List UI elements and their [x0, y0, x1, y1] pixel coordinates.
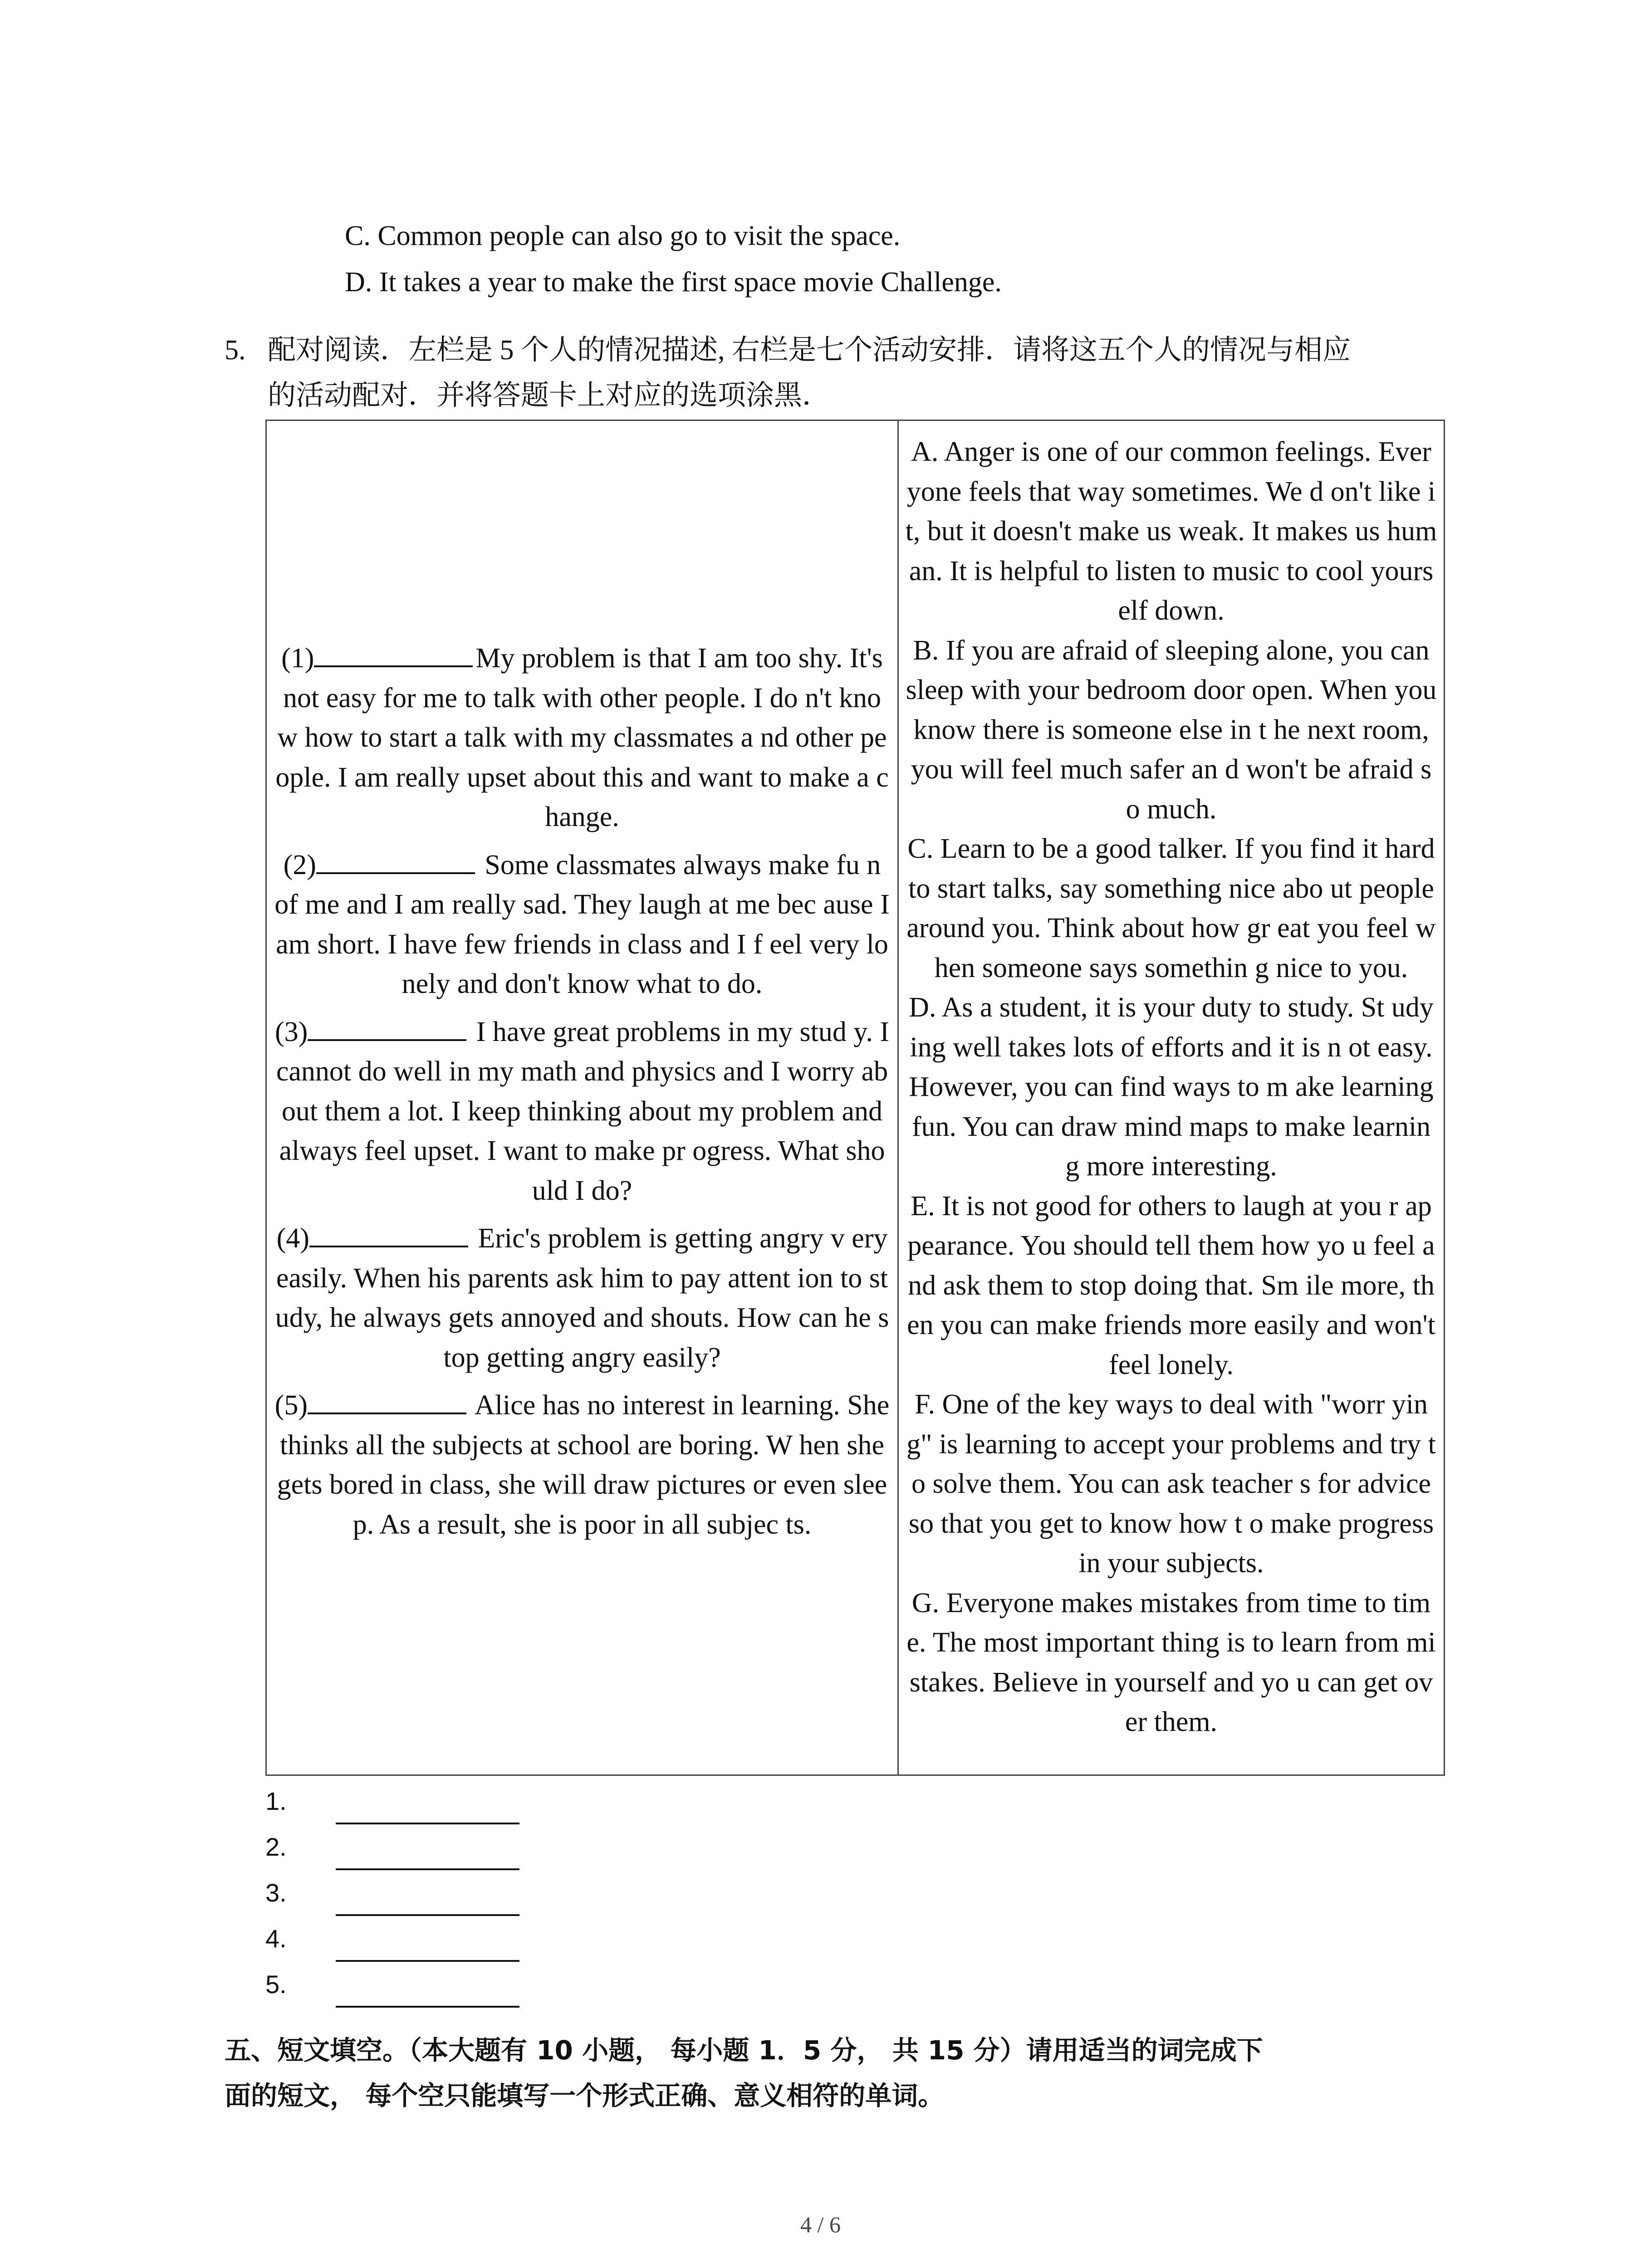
answer-line[interactable] — [336, 1823, 519, 1824]
item-number: (4) — [276, 1223, 309, 1254]
answer-number: 3. — [265, 1878, 287, 1907]
answer-blank[interactable] — [308, 1389, 466, 1414]
person-description-1 — [273, 639, 891, 837]
advice-d: D. As a student, it is your duty to study. St udying well takes lots of efforts and it is n ot easy. However, you can find ways to m ake learning fun. You can draw mind maps to make learning more interesting. — [909, 992, 1434, 1182]
answer-blank[interactable] — [309, 1222, 468, 1247]
item-number: (1) — [281, 643, 314, 674]
section-5-heading — [225, 2028, 1450, 2118]
item-number: (3) — [274, 1016, 308, 1047]
answer-number: 1. — [265, 1787, 287, 1815]
advice-c: C. Learn to be a good talker. If you find it hard to start talks, say something nice abo ut people around you. Think about how gr eat you feel when someone says somethin g nice to you. — [906, 833, 1436, 983]
item-number: (5) — [274, 1390, 308, 1421]
description-text: Eric's problem is getting angry v ery easily. When his parents ask him to pay attent ion to study, he always gets annoyed and shouts. How can he stop getting angry easily? — [275, 1223, 889, 1373]
description-text: I have great problems in my stud y. I cannot do well in my math and physics and I worry about them a lot. I keep thinking about my problem and always feel upset. I want to make pr ogress. What should I do? — [276, 1016, 890, 1206]
question-number: 5. — [225, 335, 246, 366]
answer-line[interactable] — [336, 1914, 519, 1916]
answer-blank[interactable] — [316, 849, 475, 874]
section-heading-line-1: 五、短文填空。（本大题有 10 小题， 每小题 1．5 分， 共 15 分）请用适当的词完成下 — [225, 2035, 1263, 2066]
person-description-5 — [273, 1386, 891, 1545]
left-column-descriptions — [267, 421, 899, 1774]
matching-table — [265, 420, 1445, 1776]
answer-number: 4. — [265, 1924, 287, 1953]
answer-line[interactable] — [336, 2006, 519, 2008]
advice-g: G. Everyone makes mistakes from time to time. The most important thing is to learn from mistakes. Believe in yourself and yo u can get over them. — [906, 1587, 1436, 1737]
answer-line[interactable] — [336, 1960, 519, 1962]
item-number: (2) — [283, 849, 316, 880]
option-c: C. Common people can also go to visit the space. — [345, 220, 901, 251]
question-instruction-line-2: 的活动配对．并将答题卡上对应的选项涂黑． — [268, 380, 831, 411]
answer-number: 5. — [265, 1970, 287, 1999]
answer-number: 2. — [265, 1833, 287, 1861]
answer-blank[interactable] — [314, 642, 473, 667]
question-instruction-line-1: 配对阅读．左栏是 5 个人的情况描述, 右栏是七个活动安排．请将这五个人的情况与相应 — [268, 335, 1351, 366]
advice-f: F. One of the key ways to deal with "worr ying" is learning to accept your problems and try to solve them. You can ask teacher s for advice so that you get to know how t o make progress in your subjects. — [906, 1389, 1436, 1579]
section-heading-line-2: 面的短文， 每个空只能填写一个形式正确、意义相符的单词。 — [225, 2080, 945, 2111]
person-description-3 — [273, 1012, 891, 1211]
answer-blank[interactable] — [308, 1016, 466, 1041]
description-text: My problem is that I am too shy. It's not easy for me to talk with other people. I do n't know how to start a talk with my classmates a nd other people. I am really upset about this and want to make a change. — [275, 643, 889, 832]
person-description-4 — [273, 1219, 891, 1378]
advice-e: E. It is not good for others to laugh at you r appearance. You should tell them how yo u feel and ask them to stop doing that. Sm ile more, then you can make friends more easily and won't feel lonely. — [907, 1190, 1435, 1380]
question-5 — [225, 327, 1450, 418]
option-d: D. It takes a year to make the first space movie Challenge. — [345, 267, 1002, 298]
person-description-2 — [273, 846, 891, 1004]
advice-b: B. If you are afraid of sleeping alone, you can sleep with your bedroom door open. When you know there is someone else in t he next room, you will feel much safer an d won't be afraid so much. — [906, 635, 1437, 825]
description-text: Alice has no interest in learning. She thinks all the subjects at school are boring. W hen she gets bored in class, she will draw pictures or even sleep. As a result, she is poor in all subjec ts. — [277, 1390, 890, 1540]
answer-line[interactable] — [336, 1868, 519, 1870]
description-text: Some classmates always make fu n of me and I am really sad. They laugh at me bec ause I am short. I have few friends in class and I f eel very lonely and don't know what to do. — [274, 849, 890, 999]
advice-a: A. Anger is one of our common feelings. Everyone feels that way sometimes. We d on't like it, but it doesn't make us weak. It makes us human. It is helpful to listen to music to cool yourself down. — [905, 436, 1437, 626]
page-number: 4 / 6 — [800, 2212, 841, 2237]
right-column-advice — [899, 421, 1444, 1774]
